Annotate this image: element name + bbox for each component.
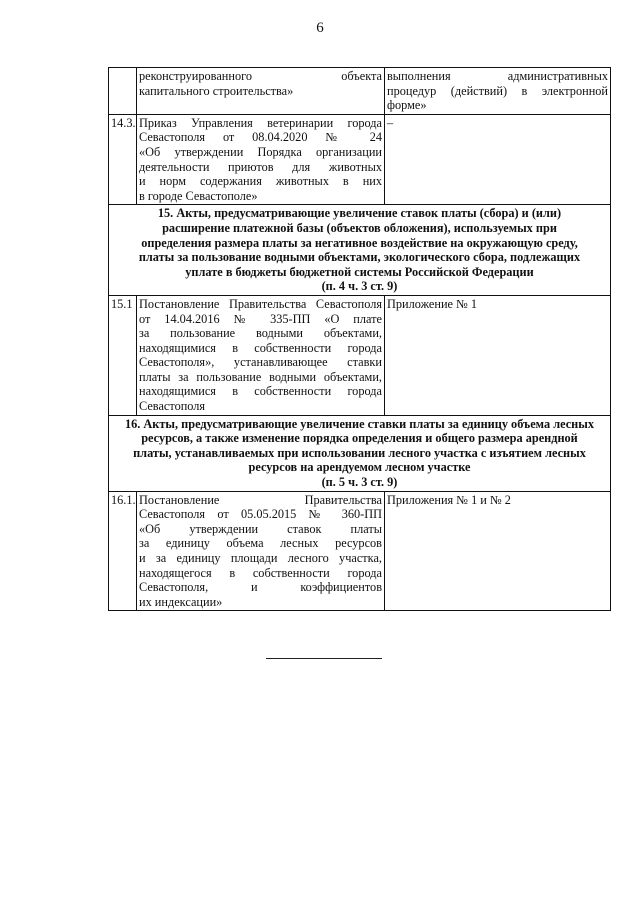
row-number: 14.3.: [109, 114, 137, 205]
act-description-line: за пользование водными объектами,: [139, 326, 382, 341]
section-heading-line: определения размера платы за негативное воздействие на окружающую среду,: [141, 235, 578, 250]
table-row: [109, 295, 611, 415]
act-description-line: Севастополя, и коэффициентов: [139, 580, 382, 595]
row-number: 15.1: [109, 295, 137, 415]
act-description-line: и за единицу площади лесного участка,: [139, 551, 382, 565]
act-note-line: –: [387, 115, 394, 130]
acts-table-body: [109, 68, 611, 611]
row-number: [109, 68, 137, 115]
act-description-line: Постановление Правительства: [139, 492, 382, 507]
act-description-line: Севастополя от 05.05.2015 № 360-ПП: [139, 507, 382, 522]
table-row: [109, 114, 611, 205]
acts-table: [108, 67, 611, 611]
page-number: 6: [316, 20, 324, 36]
act-note-line: Приложения № 1 и № 2: [387, 492, 511, 507]
act-description-line: Севастополя от 08.04.2020 № 24: [139, 130, 382, 145]
section-heading-line: (п. 4 ч. 3 ст. 9): [321, 279, 398, 294]
act-description-line: находящегося в собственности города: [139, 565, 382, 580]
act-description-line: Севастополя», устанавливающее ставки: [139, 355, 382, 370]
act-description-line: капитального строительства»: [139, 83, 294, 98]
act-description-line: Постановление Правительства Севастополя: [139, 296, 382, 311]
section-heading-line: платы за пользование водными объектами, экологического сбора, подлежащих: [138, 250, 581, 265]
end-rule: [266, 658, 382, 659]
act-description: [137, 68, 385, 115]
act-description-line: за единицу объема лесных ресурсов: [139, 536, 382, 551]
act-note-line: выполнения административных: [387, 69, 608, 83]
section-heading-line: (п. 5 ч. 3 ст. 9): [321, 475, 398, 490]
section-heading-line: платы, устанавливаемых при использовании лесного участка с изъятием лесных: [133, 445, 586, 460]
section-heading-line: 15. Акты, предусматривающие увеличение ставок платы (сбора) и (или): [157, 206, 562, 221]
section-heading-line: расширение платежной базы (объектов обложения), используемых при: [162, 220, 557, 235]
act-description: [137, 491, 385, 611]
section-heading-line: ресурсов, а также изменение порядка определения и общего размера арендной: [141, 431, 578, 446]
act-description-line: деятельности приютов для животных: [139, 159, 382, 174]
act-description-line: от 14.04.2016 № 335-ПП «О плате: [139, 311, 382, 326]
act-description-line: «Об утверждении ставок платы: [139, 521, 382, 536]
section-heading-line: уплате в бюджеты бюджетной системы Российской Федерации: [185, 264, 534, 279]
act-description: [137, 295, 385, 415]
act-description-line: платы за пользование водными объектами,: [139, 369, 382, 384]
act-description-line: «Об утверждении Порядка организации: [139, 144, 382, 159]
act-note-line: Приложение № 1: [387, 296, 478, 311]
row-number: 16.1.: [109, 491, 137, 611]
table-row: [109, 68, 611, 115]
act-description-line: и норм содержания животных в них: [139, 174, 382, 189]
act-note-line: форме»: [387, 98, 427, 113]
section-heading-line: 16. Акты, предусматривающие увеличение ставки платы за единицу объема лесных: [124, 416, 594, 431]
act-description-line: их индексации»: [139, 594, 223, 609]
act-description-line: Приказ Управления ветеринарии города: [139, 115, 382, 130]
act-note: [385, 491, 611, 611]
act-description-line: Севастополя: [139, 399, 206, 414]
act-description-line: в городе Севастополе»: [139, 188, 258, 203]
act-description-line: находящимися в собственности города: [139, 384, 382, 399]
act-note: [385, 114, 611, 205]
section-header-row: [109, 415, 611, 491]
act-description-line: находящимися в собственности города: [139, 340, 382, 355]
section-heading: [109, 415, 611, 491]
act-description: [137, 114, 385, 205]
act-note: [385, 68, 611, 115]
act-description-line: реконструированного объекта: [139, 69, 382, 83]
act-note: [385, 295, 611, 415]
section-heading-line: ресурсов на арендуемом лесном участке: [248, 460, 471, 475]
table-row: [109, 491, 611, 611]
act-note-line: процедур (действий) в электронной: [387, 83, 608, 98]
section-header-row: [109, 205, 611, 296]
section-heading: [109, 205, 611, 296]
